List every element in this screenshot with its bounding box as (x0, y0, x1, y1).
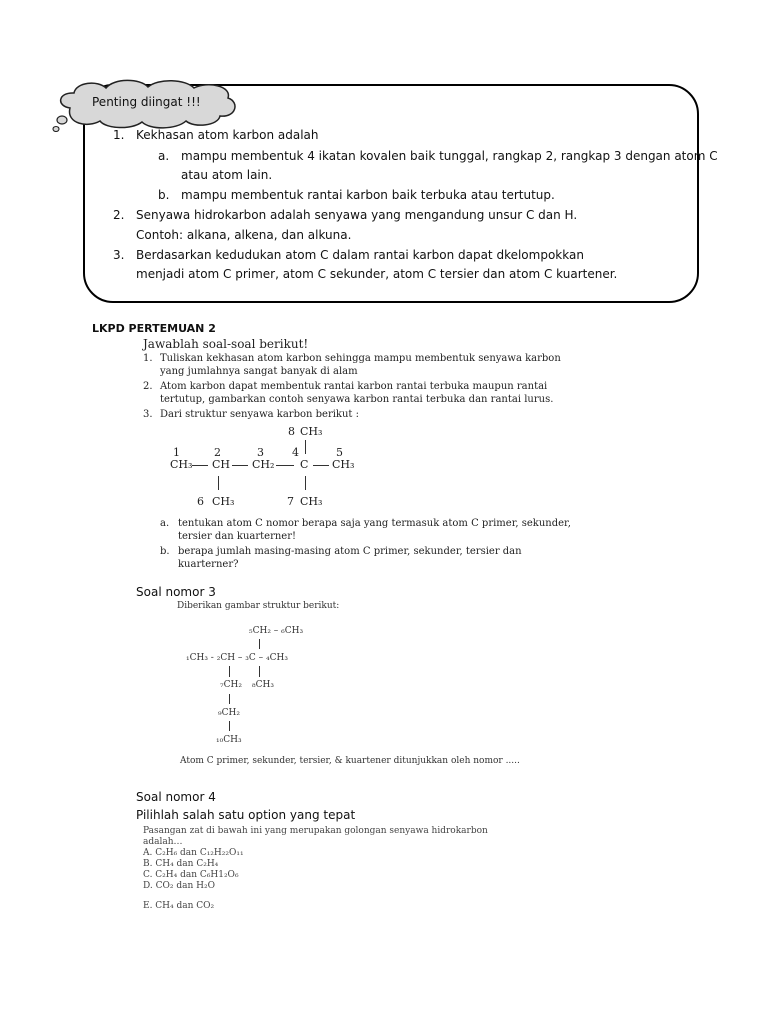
item-1-number: 1. (113, 128, 125, 142)
structure-row-3b: ₈CH₃ (252, 680, 274, 690)
soal-3-intro: Diberikan gambar struktur berikut: (177, 601, 340, 611)
option-b: B. CH₄ dan C₂H₄ (143, 859, 219, 869)
item-1b-text: mampu membentuk rantai karbon baik terbuka atau tertutup. (181, 188, 555, 202)
question-3a-letter: a. (160, 518, 170, 529)
item-3-line1: Berdasarkan kedudukan atom C dalam rantai karbon dapat dkelompokkan (136, 248, 584, 262)
chain-ch-2: CH (212, 458, 231, 471)
bond-line (313, 465, 329, 466)
soal-3-question: Atom C primer, sekunder, tersier, & kuartener ditunjukkan oleh nomor ..... (180, 756, 520, 766)
question-1-line1: Tuliskan kekhasan atom karbon sehingga mampu membentuk senyawa karbon (160, 353, 561, 364)
bond-line (276, 465, 294, 466)
question-3b-line2: kuarterner? (178, 559, 239, 570)
carbon-number-1: 1 (173, 446, 180, 459)
structure-row-5: ₁₀CH₃ (216, 735, 242, 745)
bond-line (232, 465, 248, 466)
bond-line (218, 476, 219, 490)
question-3-number: 3. (143, 409, 153, 420)
bond-line (229, 721, 230, 731)
question-2-line2: tertutup, gambarkan contoh senyawa karbon rantai terbuka dan rantai lurus. (160, 394, 554, 405)
item-1b-letter: b. (158, 188, 170, 202)
bond-line (229, 666, 230, 677)
soal-4-question-line1: Pasangan zat di bawah ini yang merupakan golongan senyawa hidrokarbon (143, 826, 488, 836)
branch-ch3-6: CH₃ (212, 495, 235, 508)
item-1-text: Kekhasan atom karbon adalah (136, 128, 319, 142)
question-2-number: 2. (143, 381, 153, 392)
item-1a-line2: atau atom lain. (181, 168, 273, 182)
bond-line (259, 666, 260, 677)
carbon-number-5: 5 (336, 446, 343, 459)
bond-line (192, 465, 208, 466)
item-3-number: 3. (113, 248, 125, 262)
item-1a-line1: mampu membentuk 4 ikatan kovalen baik tunggal, rangkap 2, rangkap 3 dengan atom C (181, 149, 718, 163)
lkpd-instruction: Jawablah soal-soal berikut! (143, 337, 309, 351)
carbon-number-3: 3 (257, 446, 264, 459)
question-3b-letter: b. (160, 546, 170, 557)
chain-ch3-5: CH₃ (332, 458, 355, 471)
item-3-line2: menjadi atom C primer, atom C sekunder, atom C tersier dan atom C kuartener. (136, 267, 618, 281)
chain-ch2-3: CH₂ (252, 458, 275, 471)
soal-4-heading: Soal nomor 4 (136, 790, 216, 804)
option-e: E. CH₄ dan CO₂ (143, 901, 215, 911)
option-c: C. C₂H₄ dan C₆H1₂O₆ (143, 870, 239, 880)
branch-ch3-8: CH₃ (300, 425, 323, 438)
item-2-line2: Contoh: alkana, alkena, dan alkuna. (136, 228, 352, 242)
item-1a-letter: a. (158, 149, 170, 163)
question-3a-line2: tersier dan kuarterner! (178, 531, 297, 542)
question-3a-line1: tentukan atom C nomor berapa saja yang termasuk atom C primer, sekunder, (178, 518, 571, 529)
bond-line (305, 440, 306, 454)
callout-label: Penting diingat !!! (92, 95, 201, 109)
structure-row-1: ₅CH₂ – ₆CH₃ (249, 626, 304, 636)
question-2-line1: Atom karbon dapat membentuk rantai karbon rantai terbuka maupun rantai (160, 381, 548, 392)
bond-line (229, 694, 230, 704)
carbon-number-8: 8 (288, 425, 295, 438)
chain-ch3-1: CH₃ (170, 458, 193, 471)
option-a: A. C₂H₆ dan C₁₂H₂₂O₁₁ (143, 848, 244, 858)
carbon-number-7: 7 (287, 495, 294, 508)
question-1-line2: yang jumlahnya sangat banyak di alam (160, 366, 358, 377)
item-2-number: 2. (113, 208, 125, 222)
branch-ch3-7: CH₃ (300, 495, 323, 508)
item-2-line1: Senyawa hidrokarbon adalah senyawa yang mengandung unsur C dan H. (136, 208, 578, 222)
soal-4-question-line2: adalah… (143, 837, 183, 847)
carbon-number-6: 6 (197, 495, 204, 508)
soal-4-instruction: Pilihlah salah satu option yang tepat (136, 808, 356, 822)
structure-row-3a: ₇CH₂ (220, 680, 242, 690)
soal-3-heading: Soal nomor 3 (136, 585, 216, 599)
chain-c-4: C (300, 458, 309, 471)
carbon-number-2: 2 (214, 446, 221, 459)
bond-line (259, 639, 260, 649)
question-1-number: 1. (143, 353, 153, 364)
carbon-number-4: 4 (292, 446, 299, 459)
structure-row-4: ₉CH₂ (218, 708, 240, 718)
structure-row-2: ₁CH₃ - ₂CH – ₃C – ₄CH₃ (186, 653, 288, 663)
question-3b-line1: berapa jumlah masing-masing atom C primer, sekunder, tersier dan (178, 546, 522, 557)
question-3-line1: Dari struktur senyawa karbon berikut : (160, 409, 359, 420)
bond-line (305, 476, 306, 490)
option-d: D. CO₂ dan H₂O (143, 881, 215, 891)
lkpd-heading: LKPD PERTEMUAN 2 (92, 322, 216, 335)
